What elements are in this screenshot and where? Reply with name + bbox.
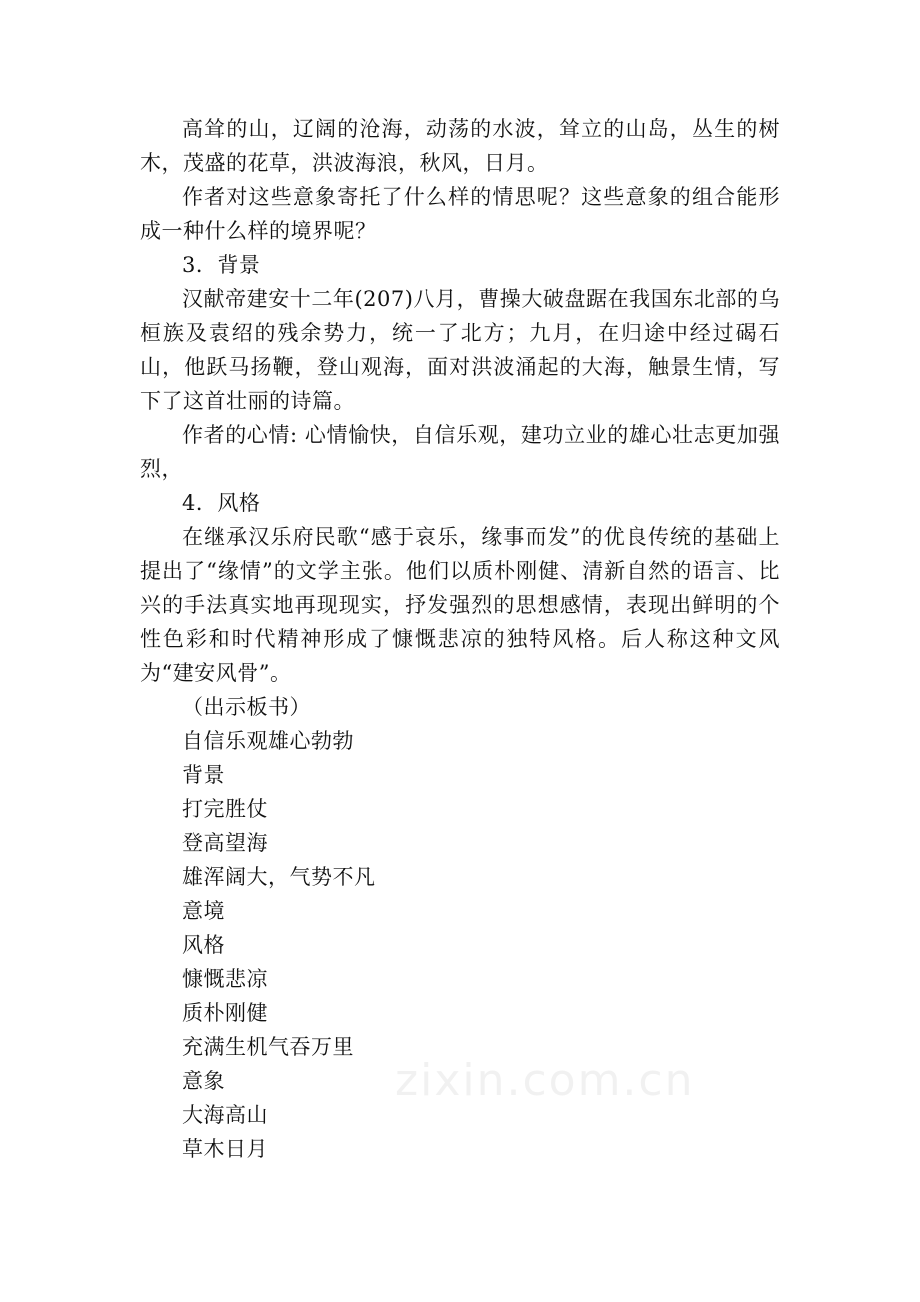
board-item: 意象 — [182, 1069, 225, 1093]
section-heading-background: 3．背景 — [182, 253, 261, 277]
board-item: 雄浑阔大，气势不凡 — [182, 865, 376, 889]
board-title: （出示板书） — [182, 695, 311, 719]
board-item: 草木日月 — [182, 1137, 268, 1161]
paragraph-question: 作者对这些意象寄托了什么样的情思呢？这些意象的组合能形成一种什么样的境界呢？ — [140, 185, 780, 243]
board-item: 登高望海 — [182, 831, 268, 855]
board-item: 慷慨悲凉 — [182, 967, 268, 991]
board-item: 自信乐观雄心勃勃 — [182, 729, 354, 753]
section-heading-style: 4．风格 — [182, 491, 261, 515]
board-item: 质朴刚健 — [182, 1001, 268, 1025]
board-item: 背景 — [182, 763, 225, 787]
watermark: zixin.com.cn — [395, 1055, 695, 1106]
board-item: 充满生机气吞万里 — [182, 1035, 354, 1059]
paragraph-style: 在继承汉乐府民歌“感于哀乐，缘事而发”的优良传统的基础上提出了“缘情”的文学主张。他们以质朴刚健、清新自然的语言、比兴的手法真实地再现现实，抒发强烈的思想感情，表现出鲜明的个性色彩和时代精神形成了慷慨悲凉的独特风格。后人称这种文风为“建安风骨”。 — [140, 525, 780, 685]
blackboard-outline — [140, 690, 780, 1166]
board-item: 打完胜仗 — [182, 797, 268, 821]
board-item: 意境 — [182, 899, 225, 923]
board-item: 大海高山 — [182, 1103, 268, 1127]
document-page — [140, 112, 780, 1166]
paragraph-background: 汉献帝建安十二年(207)八月，曹操大破盘踞在我国东北部的乌桓族及袁绍的残余势力，统一了北方；九月，在归途中经过碣石山，他跃马扬鞭，登山观海，面对洪波涌起的大海，触景生情，写下了这首壮丽的诗篇。 — [140, 287, 780, 413]
paragraph-author-mood: 作者的心情: 心情愉快，自信乐观，建功立业的雄心壮志更加强烈， — [140, 423, 780, 481]
board-item: 风格 — [182, 933, 225, 957]
paragraph-imagery: 高耸的山，辽阔的沧海，动荡的水波，耸立的山岛，丛生的树木，茂盛的花草，洪波海浪，秋风，日月。 — [140, 117, 780, 175]
